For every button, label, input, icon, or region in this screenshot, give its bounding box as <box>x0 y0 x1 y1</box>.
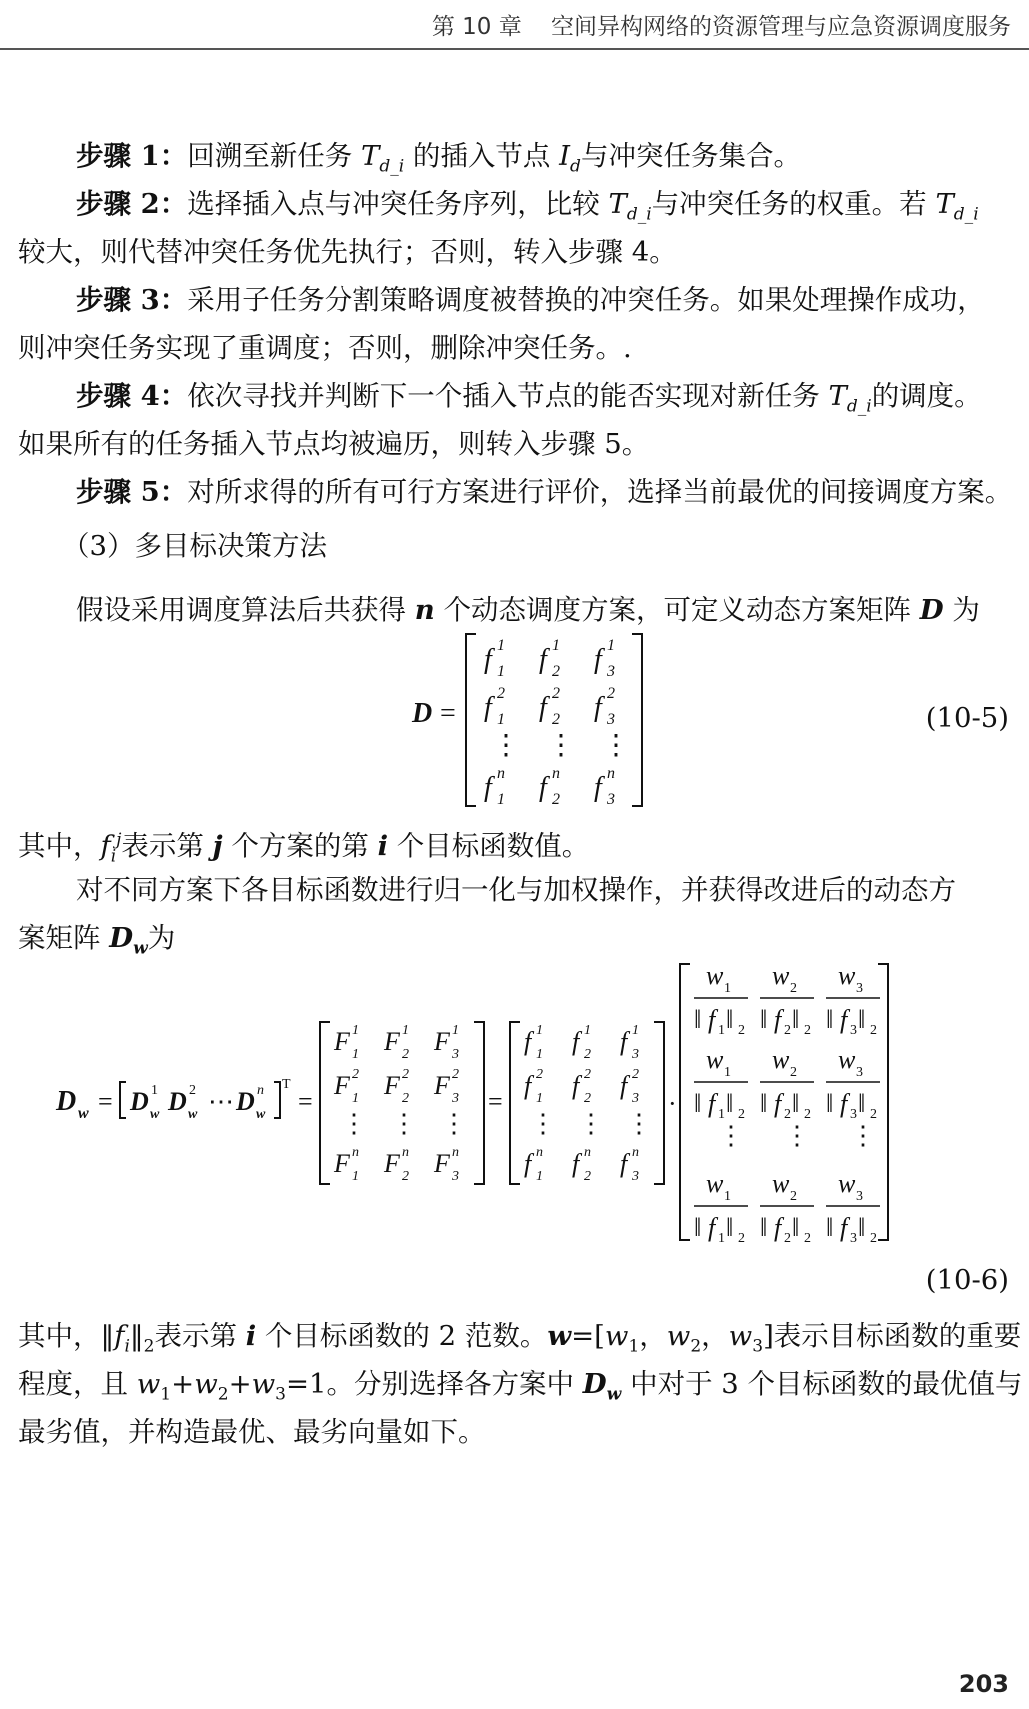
svg-text:w: w <box>256 1107 266 1122</box>
svg-text:f: f <box>840 1213 848 1242</box>
svg-text:f: f <box>572 1149 580 1178</box>
svg-text:D: D <box>56 1086 77 1117</box>
step-2-line-1: 步骤 2：选择插入点与冲突任务序列，比较 $T_{d\_i}$与冲突任务的权重。若 $T_{d\_i}$ <box>76 188 979 225</box>
svg-text:‖: ‖ <box>726 1089 734 1118</box>
svg-text:2: 2 <box>552 711 560 728</box>
svg-text:n: n <box>552 765 560 782</box>
svg-text:2: 2 <box>784 1231 791 1246</box>
svg-text:f: f <box>484 772 492 803</box>
svg-text:‖: ‖ <box>792 1213 800 1242</box>
svg-text:2: 2 <box>632 1067 639 1082</box>
svg-text:f: f <box>594 772 602 803</box>
svg-text:n: n <box>402 1145 409 1160</box>
svg-text:⋮: ⋮ <box>492 730 520 761</box>
svg-text:1: 1 <box>552 637 560 654</box>
svg-text:1: 1 <box>584 1023 591 1038</box>
svg-text:=: = <box>298 1087 313 1116</box>
svg-text:w: w <box>188 1107 198 1122</box>
equation-10-5-label: (10-5) <box>925 702 1009 734</box>
svg-text:2: 2 <box>584 1091 591 1106</box>
svg-text:1: 1 <box>724 1189 731 1204</box>
svg-text:F: F <box>334 1149 350 1178</box>
svg-text:F: F <box>334 1027 350 1056</box>
where-2-line-3: 最劣值，并构造最优、最劣向量如下。 <box>18 1416 486 1448</box>
svg-text:1: 1 <box>724 981 731 996</box>
svg-text:n: n <box>257 1083 264 1098</box>
svg-text:f: f <box>620 1027 628 1056</box>
svg-text:2: 2 <box>402 1091 409 1106</box>
svg-text:2: 2 <box>870 1107 877 1122</box>
svg-text:w: w <box>772 961 790 990</box>
svg-text:f: f <box>539 772 547 803</box>
svg-text:3: 3 <box>856 1065 863 1080</box>
svg-text:2: 2 <box>584 1047 591 1062</box>
svg-text:‖: ‖ <box>694 1089 702 1118</box>
svg-text:2: 2 <box>402 1169 409 1184</box>
svg-text:2: 2 <box>790 981 797 996</box>
svg-text:D: D <box>412 698 433 729</box>
svg-text:⋮: ⋮ <box>530 1109 556 1138</box>
svg-text:2: 2 <box>870 1023 877 1038</box>
svg-text:2: 2 <box>607 685 615 702</box>
svg-text:3: 3 <box>452 1091 459 1106</box>
svg-text:f: f <box>539 644 547 675</box>
svg-text:⋮: ⋮ <box>391 1109 417 1138</box>
svg-text:2: 2 <box>552 685 560 702</box>
running-header <box>432 8 1011 41</box>
step-4-line-2: 如果所有的任务插入节点均被遍历，则转入步骤 5。 <box>18 428 650 460</box>
svg-text:f: f <box>708 1213 716 1242</box>
svg-text:2: 2 <box>452 1067 459 1082</box>
svg-text:2: 2 <box>402 1047 409 1062</box>
step-1: 步骤 1：回溯至新任务 $T_{d\_i}$ 的插入节点 $I_d$与冲突任务集合。 <box>76 140 801 177</box>
page-number: 203 <box>958 1670 1009 1698</box>
svg-text:1: 1 <box>402 1023 409 1038</box>
svg-text:2: 2 <box>738 1023 745 1038</box>
svg-text:2: 2 <box>536 1067 543 1082</box>
svg-text:2: 2 <box>402 1067 409 1082</box>
svg-text:f: f <box>484 692 492 723</box>
svg-text:f: f <box>620 1071 628 1100</box>
svg-text:n: n <box>497 765 505 782</box>
svg-text:f: f <box>840 1089 848 1118</box>
svg-text:w: w <box>706 961 724 990</box>
svg-text:2: 2 <box>189 1083 196 1098</box>
svg-text:f: f <box>708 1005 716 1034</box>
svg-text:2: 2 <box>804 1107 811 1122</box>
svg-text:1: 1 <box>352 1023 359 1038</box>
svg-text:‖: ‖ <box>726 1213 734 1242</box>
svg-text:1: 1 <box>497 711 505 728</box>
svg-text:1: 1 <box>718 1231 725 1246</box>
svg-text:D: D <box>130 1087 149 1116</box>
svg-text:‖: ‖ <box>760 1005 768 1034</box>
svg-text:⋮: ⋮ <box>578 1109 604 1138</box>
header-chapter: 第 10 章 <box>431 14 522 40</box>
svg-text:3: 3 <box>850 1023 857 1038</box>
svg-text:⋮: ⋮ <box>718 1121 744 1150</box>
svg-text:‖: ‖ <box>792 1089 800 1118</box>
para-1: 假设采用调度算法后共获得 n 个动态调度方案，可定义动态方案矩阵 D 为 <box>76 594 980 626</box>
svg-text:3: 3 <box>607 791 615 808</box>
svg-text:1: 1 <box>497 663 505 680</box>
svg-text:‖: ‖ <box>858 1005 866 1034</box>
svg-text:2: 2 <box>784 1023 791 1038</box>
svg-text:‖: ‖ <box>792 1005 800 1034</box>
svg-text:f: f <box>774 1213 782 1242</box>
svg-text:f: f <box>594 644 602 675</box>
svg-text:w: w <box>706 1169 724 1198</box>
svg-text:‖: ‖ <box>694 1213 702 1242</box>
svg-text:w: w <box>772 1169 790 1198</box>
svg-text:2: 2 <box>784 1107 791 1122</box>
svg-text:3: 3 <box>856 981 863 996</box>
svg-text:F: F <box>384 1149 400 1178</box>
svg-text:f: f <box>524 1027 532 1056</box>
svg-text:‖: ‖ <box>726 1005 734 1034</box>
where-1: 其中，$f_i^j$表示第 j 个方案的第 i 个目标函数值。 <box>18 830 590 867</box>
svg-text:1: 1 <box>352 1047 359 1062</box>
svg-text:3: 3 <box>850 1107 857 1122</box>
svg-text:f: f <box>594 692 602 723</box>
header-rule <box>0 48 1029 50</box>
svg-text:w: w <box>838 961 856 990</box>
svg-text:‖: ‖ <box>694 1005 702 1034</box>
svg-text:f: f <box>524 1071 532 1100</box>
svg-text:F: F <box>384 1027 400 1056</box>
svg-text:‖: ‖ <box>826 1213 834 1242</box>
svg-text:f: f <box>524 1149 532 1178</box>
svg-text:1: 1 <box>718 1023 725 1038</box>
svg-text:3: 3 <box>607 663 615 680</box>
svg-text:1: 1 <box>607 637 615 654</box>
svg-text:2: 2 <box>552 663 560 680</box>
svg-text:3: 3 <box>452 1169 459 1184</box>
svg-text:3: 3 <box>850 1231 857 1246</box>
svg-text:2: 2 <box>584 1067 591 1082</box>
svg-text:=: = <box>440 698 456 729</box>
svg-text:1: 1 <box>536 1023 543 1038</box>
svg-text:‖: ‖ <box>826 1089 834 1118</box>
svg-text:3: 3 <box>632 1169 639 1184</box>
svg-text:2: 2 <box>790 1065 797 1080</box>
svg-text:2: 2 <box>352 1067 359 1082</box>
svg-text:f: f <box>708 1089 716 1118</box>
svg-text:2: 2 <box>870 1231 877 1246</box>
svg-text:w: w <box>838 1045 856 1074</box>
svg-text:1: 1 <box>497 637 505 654</box>
svg-text:n: n <box>352 1145 359 1160</box>
svg-text:1: 1 <box>536 1169 543 1184</box>
svg-text:1: 1 <box>724 1065 731 1080</box>
svg-text:f: f <box>620 1149 628 1178</box>
step-4-line-1: 步骤 4：依次寻找并判断下一个插入节点的能否实现对新任务 $T_{d\_i}$的调度。 <box>76 380 982 417</box>
svg-text:=: = <box>98 1087 113 1116</box>
svg-text:w: w <box>78 1105 89 1122</box>
svg-text:1: 1 <box>151 1083 158 1098</box>
svg-text:F: F <box>434 1027 450 1056</box>
svg-text:‖: ‖ <box>826 1005 834 1034</box>
svg-text:1: 1 <box>536 1091 543 1106</box>
svg-text:F: F <box>434 1149 450 1178</box>
svg-text:F: F <box>434 1071 450 1100</box>
svg-text:n: n <box>452 1145 459 1160</box>
svg-text:2: 2 <box>738 1107 745 1122</box>
para-2-line-1: 对不同方案下各目标函数进行归一化与加权操作，并获得改进后的动态方 <box>76 874 956 906</box>
svg-text:2: 2 <box>790 1189 797 1204</box>
svg-text:3: 3 <box>452 1047 459 1062</box>
svg-text:w: w <box>772 1045 790 1074</box>
svg-text:f: f <box>840 1005 848 1034</box>
svg-text:⋮: ⋮ <box>850 1121 876 1150</box>
svg-text:3: 3 <box>607 711 615 728</box>
svg-text:F: F <box>384 1071 400 1100</box>
svg-text:2: 2 <box>804 1023 811 1038</box>
step-3-line-2: 则冲突任务实现了重调度；否则，删除冲突任务。. <box>18 332 632 364</box>
svg-text:‖: ‖ <box>760 1213 768 1242</box>
header-title: 空间异构网络的资源管理与应急资源调度服务 <box>551 14 1011 40</box>
equation-10-6-label: (10-6) <box>925 1264 1009 1296</box>
svg-text:n: n <box>536 1145 543 1160</box>
where-2-line-1: 其中，$‖f_i‖_2$表示第 i 个目标函数的 2 范数。$w=[w_1$，$w_2$，$w_3$]表示目标函数的重要 <box>18 1320 1022 1357</box>
svg-text:n: n <box>607 765 615 782</box>
svg-text:⋮: ⋮ <box>547 730 575 761</box>
svg-text:1: 1 <box>352 1169 359 1184</box>
svg-text:⋮: ⋮ <box>602 730 630 761</box>
section-heading: （3）多目标决策方法 <box>62 530 327 562</box>
svg-text:w: w <box>838 1169 856 1198</box>
svg-text:1: 1 <box>718 1107 725 1122</box>
svg-text:⋮: ⋮ <box>441 1109 467 1138</box>
svg-text:f: f <box>539 692 547 723</box>
svg-text:2: 2 <box>584 1169 591 1184</box>
svg-text:2: 2 <box>804 1231 811 1246</box>
svg-text:⋯: ⋯ <box>208 1087 234 1116</box>
svg-text:D: D <box>236 1087 255 1116</box>
svg-text:w: w <box>706 1045 724 1074</box>
svg-text:1: 1 <box>536 1047 543 1062</box>
svg-text:⋮: ⋮ <box>626 1109 652 1138</box>
svg-text:f: f <box>572 1071 580 1100</box>
svg-text:w: w <box>150 1107 160 1122</box>
step-2-line-2: 较大，则代替冲突任务优先执行；否则，转入步骤 4。 <box>18 236 677 268</box>
step-3-line-1: 步骤 3：采用子任务分割策略调度被替换的冲突任务。如果处理操作成功， <box>76 284 985 316</box>
svg-text:F: F <box>334 1071 350 1100</box>
svg-text:1: 1 <box>632 1023 639 1038</box>
svg-text:3: 3 <box>632 1047 639 1062</box>
step-5: 步骤 5：对所求得的所有可行方案进行评价，选择当前最优的间接调度方案。 <box>76 476 1013 508</box>
svg-text:2: 2 <box>497 685 505 702</box>
svg-text:3: 3 <box>632 1091 639 1106</box>
where-2-line-2: 程度，且 $w_1+w_2+w_3=1$。分别选择各方案中 $D_w$ 中对于 3 个目标函数的最优值与 <box>18 1368 1023 1405</box>
svg-text:f: f <box>774 1089 782 1118</box>
svg-text:1: 1 <box>352 1091 359 1106</box>
svg-text:⋮: ⋮ <box>341 1109 367 1138</box>
svg-text:f: f <box>572 1027 580 1056</box>
para-2-line-2: 案矩阵 $D_w$为 <box>18 922 176 959</box>
svg-text:‖: ‖ <box>858 1213 866 1242</box>
svg-text:1: 1 <box>497 791 505 808</box>
svg-text:D: D <box>168 1087 187 1116</box>
svg-text:=: = <box>488 1087 503 1116</box>
svg-text:3: 3 <box>856 1189 863 1204</box>
svg-text:n: n <box>632 1145 639 1160</box>
svg-text:n: n <box>584 1145 591 1160</box>
svg-text:2: 2 <box>552 791 560 808</box>
svg-text:⋮: ⋮ <box>784 1121 810 1150</box>
svg-text:f: f <box>484 644 492 675</box>
svg-text:·: · <box>668 1089 677 1118</box>
svg-text:1: 1 <box>452 1023 459 1038</box>
svg-text:2: 2 <box>738 1231 745 1246</box>
svg-text:‖: ‖ <box>858 1089 866 1118</box>
svg-text:‖: ‖ <box>760 1089 768 1118</box>
svg-text:f: f <box>774 1005 782 1034</box>
svg-text:T: T <box>282 1077 291 1092</box>
